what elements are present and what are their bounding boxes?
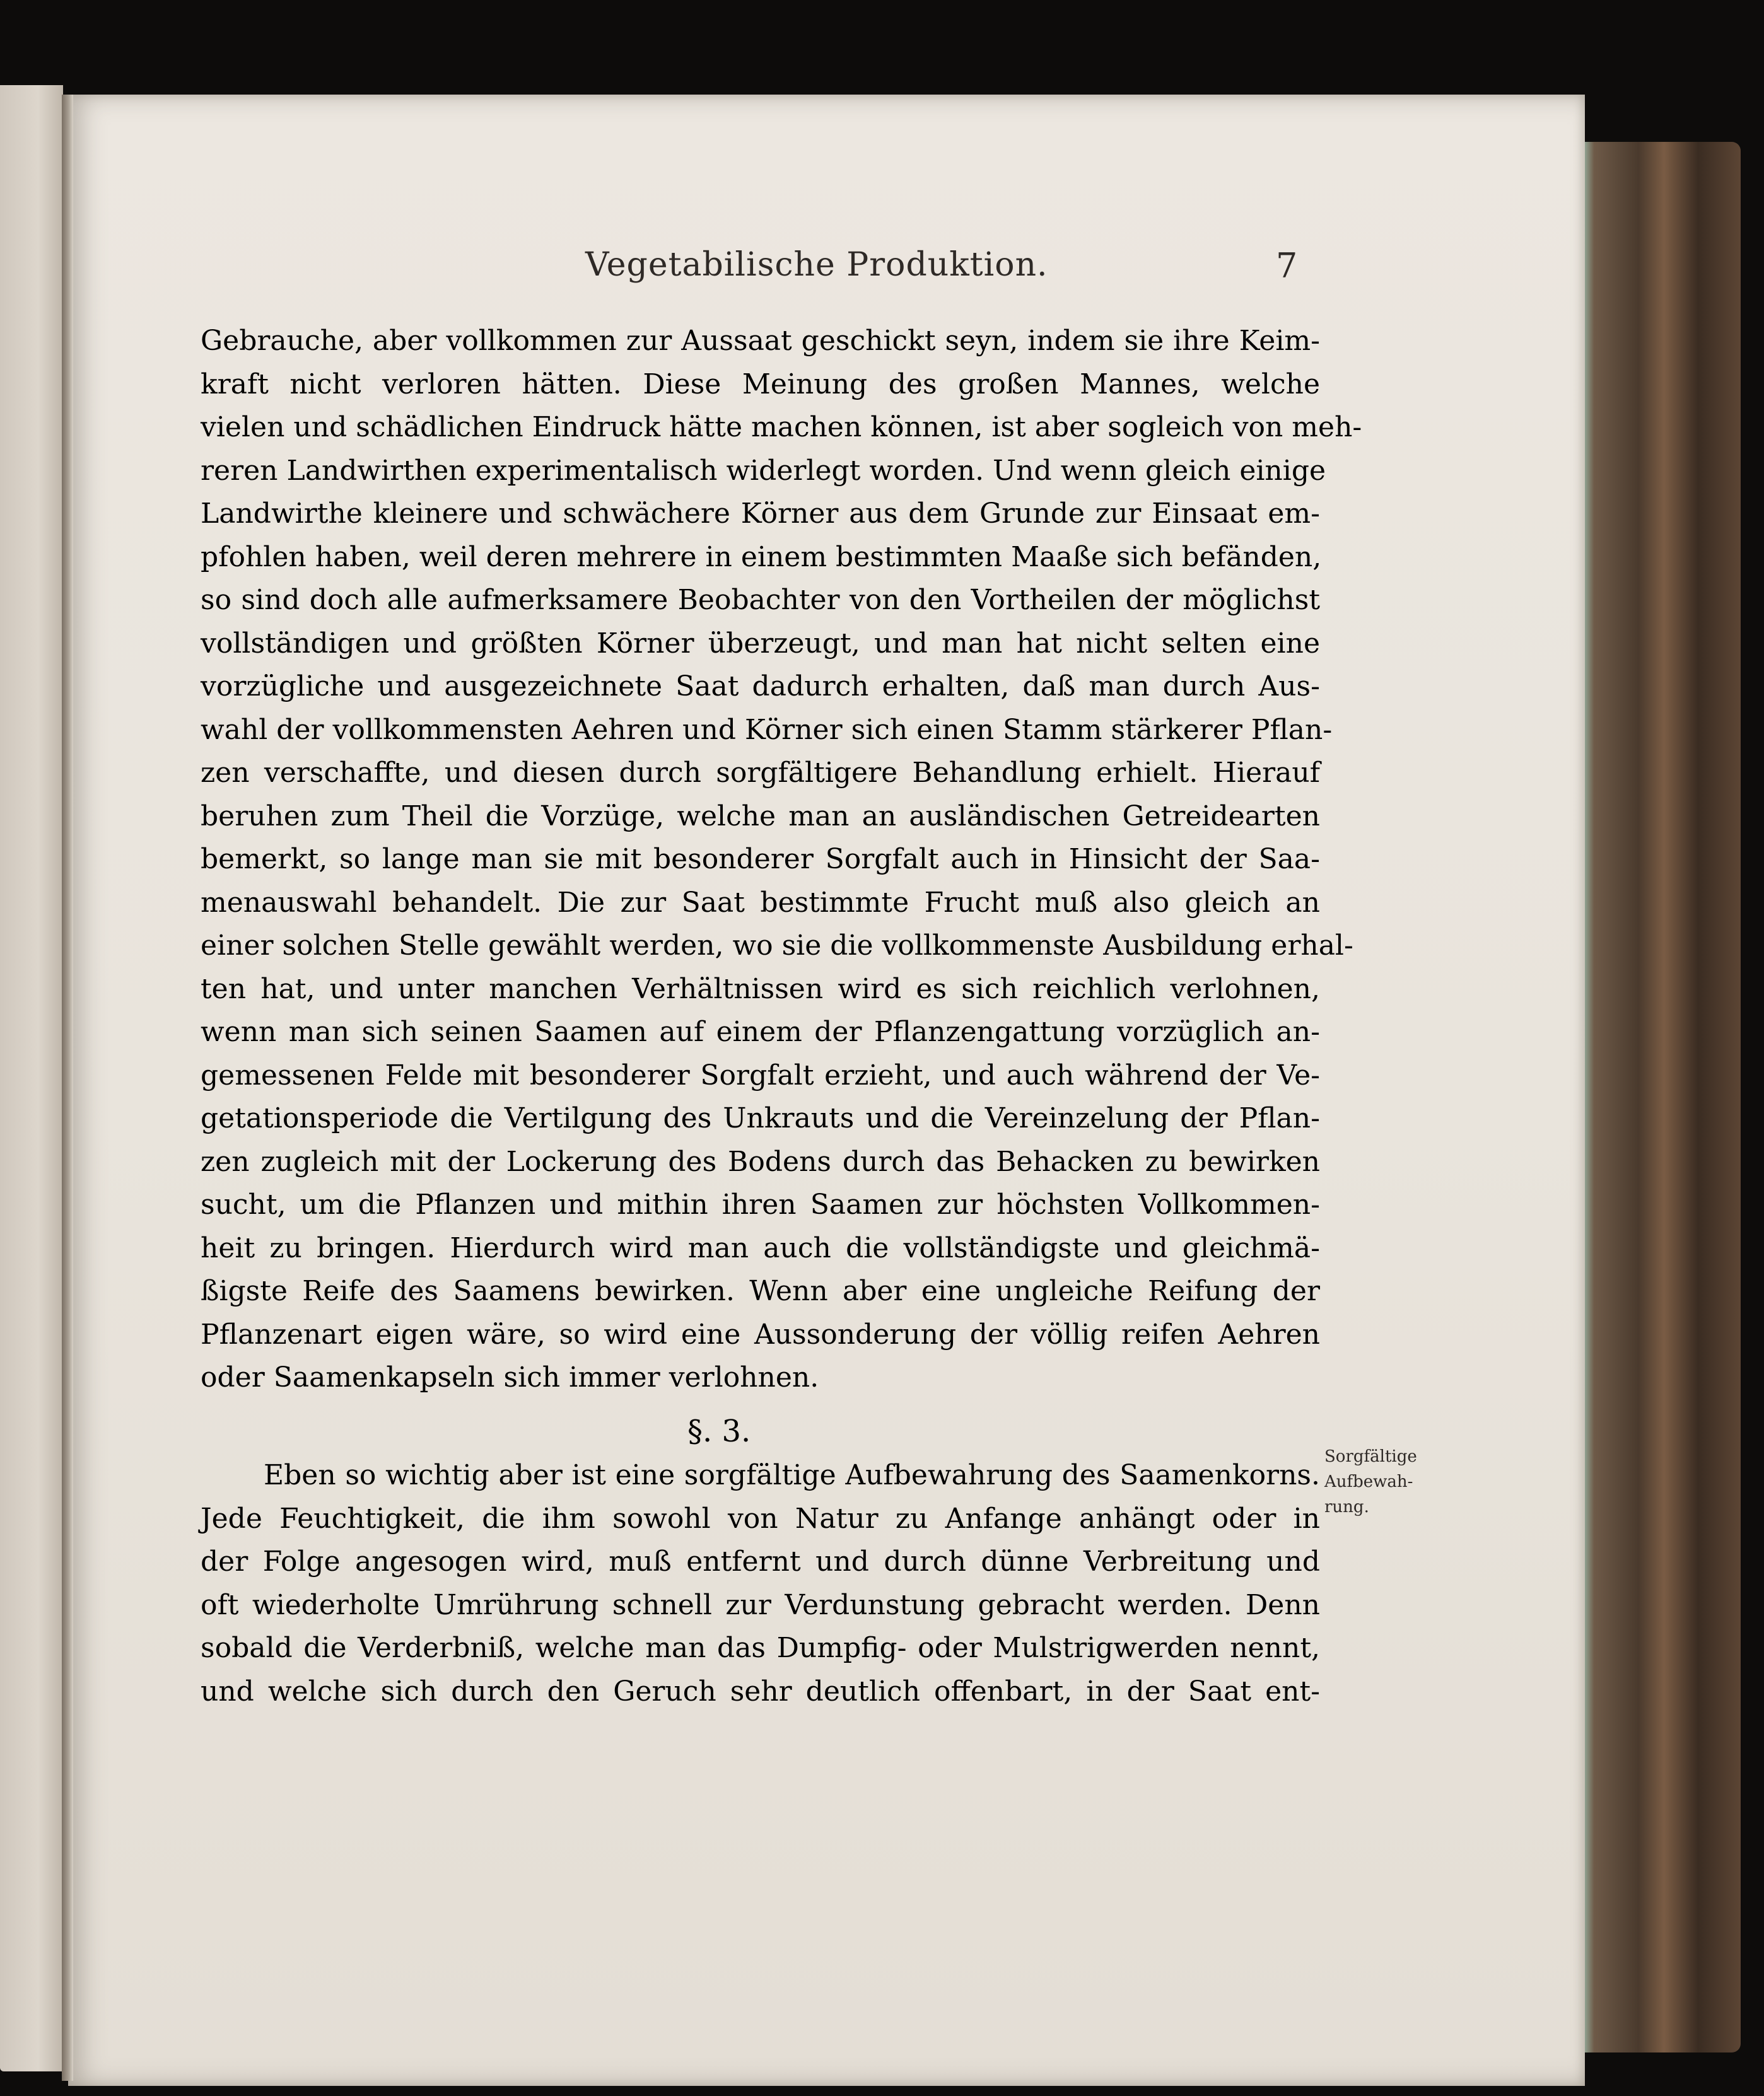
- text-line: vollständigen und größten Körner überzeugt, und man hat nicht selten eine: [201, 627, 1320, 660]
- text-line: Pflanzenart eigen wäre, so wird eine Aussonderung der völlig reifen Aehren: [201, 1318, 1320, 1351]
- text-line: gemessenen Felde mit besonderer Sorgfalt erzieht, und auch während der Ve-: [201, 1059, 1320, 1092]
- text-line: zen verschaffte, und diesen durch sorgfältigere Behandlung erhielt. Hierauf: [201, 757, 1320, 789]
- margin-note-line: Sorgfältige: [1324, 1447, 1417, 1466]
- text-line: einer solchen Stelle gewählt werden, wo sie die vollkommenste Ausbildung erhal-: [201, 929, 1353, 962]
- margin-note-line: rung.: [1324, 1498, 1369, 1517]
- paragraph-2: [201, 1454, 1320, 1713]
- text-line: beruhen zum Theil die Vorzüge, welche man an ausländischen Getreidearten: [201, 800, 1320, 832]
- text-line: wenn man sich seinen Saamen auf einem der Pflanzengattung vorzüglich an-: [201, 1016, 1320, 1048]
- running-head: Vegetabilische Produktion.: [585, 246, 1048, 284]
- page-number: 7: [1276, 246, 1298, 286]
- margin-note: [1324, 1444, 1451, 1520]
- text-line: bemerkt, so lange man sie mit besonderer Sorgfalt auch in Hinsicht der Saa-: [201, 843, 1320, 875]
- text-line: zen zugleich mit der Lockerung des Bodens durch das Behacken zu bewirken: [201, 1145, 1320, 1178]
- text-line: Jede Feuchtigkeit, die ihm sowohl von Natur zu Anfange anhängt oder in: [201, 1502, 1320, 1535]
- text-line: Gebrauche, aber vollkommen zur Aussaat geschickt seyn, indem sie ihre Keim-: [201, 325, 1320, 357]
- text-line: ten hat, und unter manchen Verhältnissen wird es sich reichlich verlohnen,: [201, 972, 1320, 1005]
- text-line: kraft nicht verloren hätten. Diese Meinung des großen Mannes, welche: [201, 368, 1320, 400]
- text-line: heit zu bringen. Hierdurch wird man auch die vollständigste und gleichmä-: [201, 1231, 1320, 1264]
- text-line: oder Saamenkapseln sich immer verlohnen.: [201, 1361, 819, 1394]
- text-line: Landwirthe kleinere und schwächere Körner aus dem Grunde zur Einsaat em-: [201, 498, 1320, 530]
- text-line: wahl der vollkommensten Aehren und Körner sich einen Stamm stärkerer Pflan-: [201, 713, 1333, 746]
- margin-note-line: Aufbewah-: [1324, 1472, 1413, 1491]
- text-line: reren Landwirthen experimentalisch widerlegt worden. Und wenn gleich einige: [201, 454, 1326, 487]
- left-page-edge: [0, 85, 63, 2071]
- text-line: sobald die Verderbniß, welche man das Dumpfig- oder Mulstrigwerden nennt,: [201, 1632, 1320, 1664]
- text-line: sucht, um die Pflanzen und mithin ihren Saamen zur höchsten Vollkommen-: [201, 1189, 1320, 1221]
- text-line: getationsperiode die Vertilgung des Unkrauts und die Vereinzelung der Pflan-: [201, 1102, 1320, 1134]
- text-line: so sind doch alle aufmerksamere Beobachter von den Vortheilen der möglichst: [201, 584, 1320, 616]
- text-line: pfohlen haben, weil deren mehrere in einem bestimmten Maaße sich befänden,: [201, 540, 1322, 573]
- book-edge-right: [1570, 142, 1741, 2052]
- paragraph-1: [201, 320, 1362, 1400]
- text-line: menauswahl behandelt. Die zur Saat bestimmte Frucht muß also gleich an: [201, 886, 1320, 919]
- text-line: Eben so wichtig aber ist eine sorgfältige Aufbewahrung des Saamenkorns.: [264, 1459, 1320, 1491]
- text-line: der Folge angesogen wird, muß entfernt und durch dünne Verbreitung und: [201, 1546, 1320, 1578]
- text-line: und welche sich durch den Geruch sehr deutlich offenbart, in der Saat ent-: [201, 1675, 1320, 1708]
- text-line: vorzügliche und ausgezeichnete Saat dadurch erhalten, daß man durch Aus-: [201, 670, 1320, 702]
- text-line: vielen und schädlichen Eindruck hätte machen können, ist aber sogleich von meh-: [201, 411, 1362, 443]
- text-line: oft wiederholte Umrührung schnell zur Verdunstung gebracht werden. Denn: [201, 1588, 1320, 1621]
- text-line: ßigste Reife des Saamens bewirken. Wenn aber eine ungleiche Reifung der: [201, 1275, 1320, 1307]
- book-gutter: [62, 95, 73, 2081]
- section-mark: §. 3.: [687, 1414, 751, 1449]
